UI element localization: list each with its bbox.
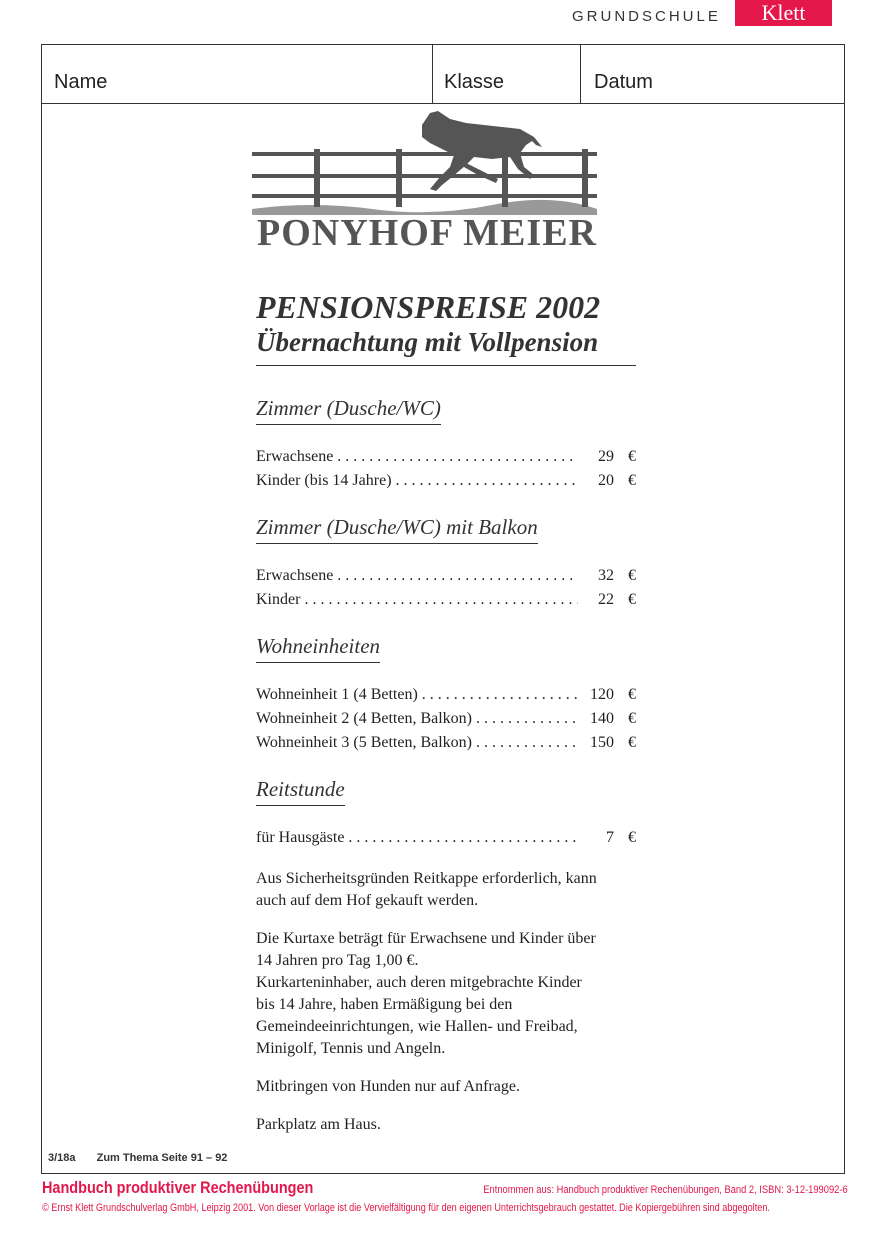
section-rooms (256, 396, 636, 493)
leader-dots (304, 588, 578, 612)
series-brand: GRUNDSCHULE (572, 8, 721, 25)
price-row (256, 707, 636, 731)
price-list (256, 289, 636, 1136)
leader-dots (396, 469, 578, 493)
price-label: Wohneinheit 3 (5 Betten, Balkon) (256, 734, 472, 751)
section-rooms-balcony (256, 515, 636, 612)
title-divider (256, 365, 636, 366)
price-row (256, 731, 636, 755)
note-helmet (256, 868, 636, 912)
section-heading: Zimmer (Dusche/WC) mit Balkon (256, 515, 538, 544)
section-heading: Reitstunde (256, 777, 345, 806)
class-field[interactable] (432, 45, 581, 103)
date-label: Datum (594, 71, 653, 93)
footer-reference (48, 1152, 227, 1164)
price-value: 150 (590, 734, 614, 751)
price-value: 20 (598, 472, 614, 489)
note-dogs: Mitbringen von Hunden nur auf Anfrage. (256, 1078, 520, 1095)
currency: € (628, 448, 636, 465)
currency: € (628, 686, 636, 703)
price-label: für Hausgäste (256, 829, 345, 846)
page-subtitle: Übernachtung mit Vollpension (256, 327, 599, 357)
price-value: 120 (590, 686, 614, 703)
section-heading: Wohneinheiten (256, 634, 380, 663)
currency: € (628, 567, 636, 584)
note-tax (256, 928, 636, 1060)
date-field[interactable] (582, 45, 844, 103)
currency: € (628, 472, 636, 489)
section-riding (256, 777, 636, 850)
price-row (256, 683, 636, 707)
section-apartments (256, 634, 636, 755)
price-value: 29 (598, 448, 614, 465)
leader-dots (337, 564, 578, 588)
leader-dots (476, 707, 578, 731)
name-class-date-bar (42, 45, 844, 104)
price-value: 7 (606, 829, 614, 846)
price-label: Wohneinheit 2 (4 Betten, Balkon) (256, 710, 472, 727)
leader-dots (348, 826, 578, 850)
section-heading: Zimmer (Dusche/WC) (256, 396, 441, 425)
topic-reference: Zum Thema Seite 91 – 92 (96, 1152, 228, 1164)
name-field[interactable] (42, 45, 433, 103)
publisher-logo: Klett (735, 0, 832, 26)
note-line: 14 Jahren pro Tag 1,00 €. (256, 952, 419, 969)
ponyhof-logo (252, 105, 607, 255)
price-row (256, 826, 636, 850)
note-line: auch auf dem Hof gekauft werden. (256, 892, 479, 909)
price-label: Kinder (bis 14 Jahre) (256, 472, 392, 489)
worksheet-frame (41, 44, 845, 1174)
leader-dots (337, 445, 578, 469)
price-value: 22 (598, 591, 614, 608)
price-label: Erwachsene (256, 448, 334, 465)
leader-dots (476, 731, 578, 755)
worksheet-code: 3/18a (48, 1152, 76, 1164)
currency: € (628, 710, 636, 727)
copyright-note: © Ernst Klett Grundschulverlag GmbH, Leipzig 2001. Von dieser Vorlage ist die Vervielfältigung für den eigenen Unterrichtsgebrauch gestattet. Die Kopiergebühren sind abgegolten. (42, 1202, 770, 1214)
note-parking: Parkplatz am Haus. (256, 1116, 381, 1133)
price-row (256, 564, 636, 588)
price-label: Kinder (256, 591, 301, 608)
note-line: Aus Sicherheitsgründen Reitkappe erforderlich, kann (256, 870, 597, 887)
price-label: Erwachsene (256, 567, 334, 584)
note-line: Gemeindeeinrichtungen, wie Hallen- und Freibad, (256, 1018, 578, 1035)
price-row (256, 588, 636, 612)
horse-fence-icon (252, 111, 597, 215)
currency: € (628, 591, 636, 608)
price-row (256, 469, 636, 493)
note-line: Minigolf, Tennis und Angeln. (256, 1040, 446, 1057)
price-label: Wohneinheit 1 (4 Betten) (256, 686, 418, 703)
page-title: PENSIONSPREISE 2002 (256, 289, 601, 325)
name-label: Name (54, 71, 108, 93)
currency: € (628, 829, 636, 846)
note-line: bis 14 Jahre, haben Ermäßigung bei den (256, 996, 513, 1013)
source-note: Entnommen aus: Handbuch produktiver Rechenübungen, Band 2, ISBN: 3-12-199092-6 (483, 1184, 848, 1196)
ponyhof-logo-text: PONYHOF MEIER (257, 212, 597, 254)
currency: € (628, 734, 636, 751)
price-value: 32 (598, 567, 614, 584)
price-row (256, 445, 636, 469)
price-value: 140 (590, 710, 614, 727)
book-title: Handbuch produktiver Rechenübungen (42, 1178, 314, 1197)
leader-dots (422, 683, 578, 707)
class-label: Klasse (444, 71, 505, 93)
note-line: Kurkarteninhaber, auch deren mitgebrachte Kinder (256, 974, 582, 991)
note-line: Die Kurtaxe beträgt für Erwachsene und Kinder über (256, 930, 596, 947)
